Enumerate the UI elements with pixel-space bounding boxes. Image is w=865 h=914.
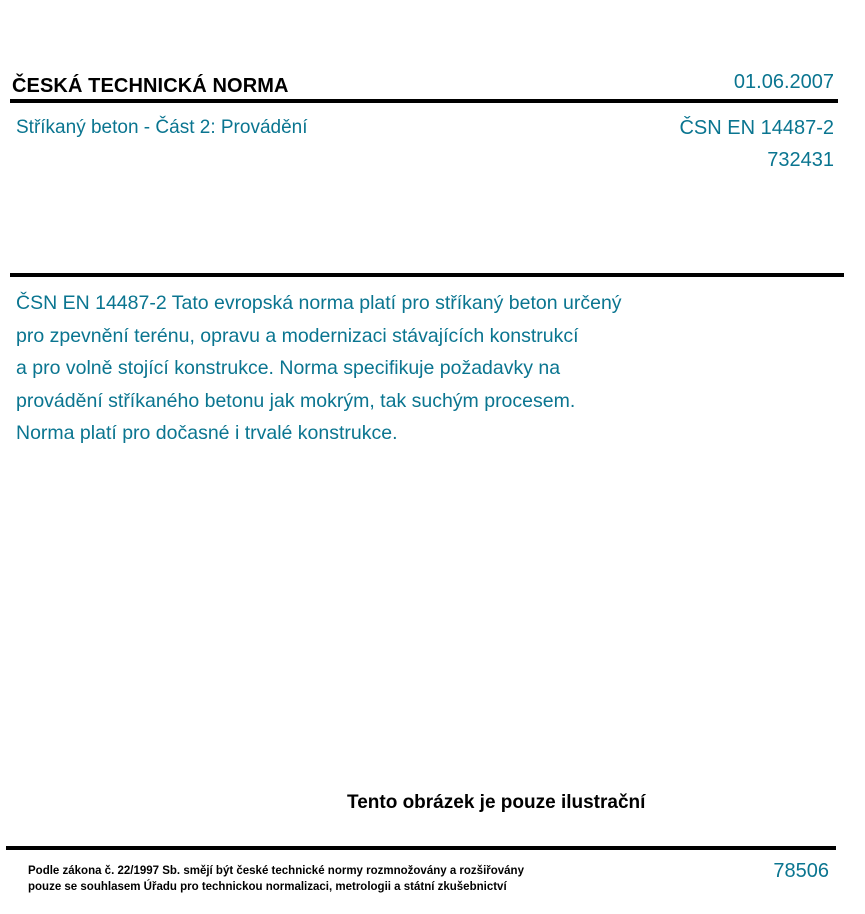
legal-line: pouze se souhlasem Úřadu pro technickou normalizaci, metrologii a státní zkušebnictví xyxy=(28,881,507,893)
legal-line: Podle zákona č. 22/1997 Sb. smějí být české technické normy rozmnožovány a rozšiřovány xyxy=(28,865,524,877)
catalog-number: 78506 xyxy=(773,860,829,882)
illustrative-notice: Tento obrázek je pouze ilustrační xyxy=(347,792,646,813)
header-title: ČESKÁ TECHNICKÁ NORMA xyxy=(12,75,289,97)
document-title: Stříkaný beton - Část 2: Provádění xyxy=(16,117,308,138)
bottom-divider xyxy=(6,846,836,850)
top-divider xyxy=(10,99,838,103)
abstract-line: a pro volně stojící konstrukce. Norma specifikuje požadavky na xyxy=(16,357,561,379)
abstract-line: pro zpevnění terénu, opravu a modernizaci stávajících konstrukcí xyxy=(16,324,579,347)
classification-code: 732431 xyxy=(767,149,834,171)
middle-divider xyxy=(10,273,844,277)
abstract-text xyxy=(16,287,622,450)
abstract-line: Norma platí pro dočasné i trvalé konstrukce. xyxy=(16,422,398,444)
abstract-line: ČSN EN 14487-2 Tato evropská norma platí pro stříkaný beton určený xyxy=(16,292,622,314)
legal-notice xyxy=(28,863,524,895)
document-number: ČSN EN 14487-2 xyxy=(679,117,834,139)
publication-date: 01.06.2007 xyxy=(733,71,834,93)
abstract-line: provádění stříkaného betonu jak mokrým, tak suchým procesem. xyxy=(16,389,576,412)
